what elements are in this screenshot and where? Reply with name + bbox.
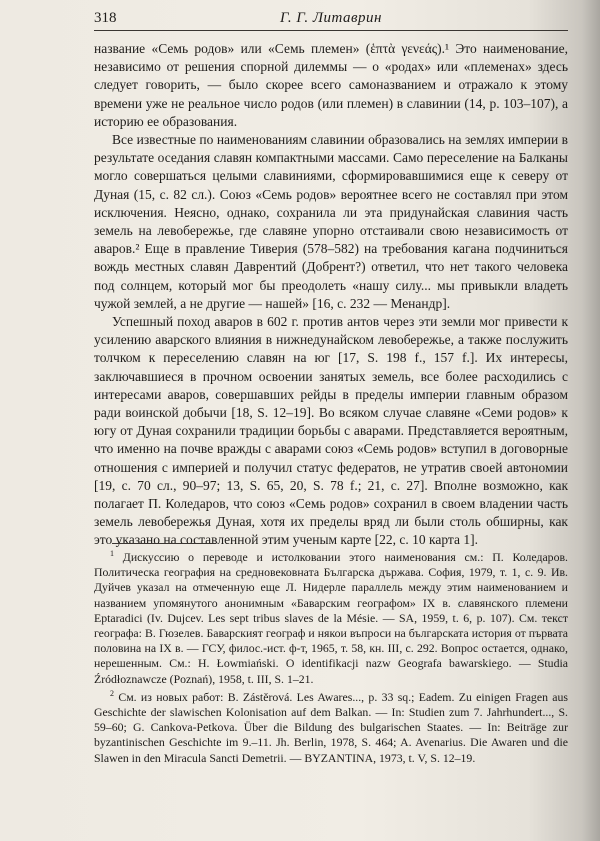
page-number: 318 (94, 10, 117, 26)
running-head-author: Г. Г. Литаврин (280, 10, 382, 26)
paragraph: Успешный поход аваров в 602 г. против антов через эти земли мог привести к усилению аварского влияния в нижнедунайском левобережье, а также послужить толчком к переселению славян на юг [17, S. 198 f., 157 f.]. Их интересы, заключавшиеся в прочном освоении занятых земель, все более расходились с интересами аваров, совершавших рейды в пределы империи главным образом ради воинской добычи [18, S. 12–19]. Во всяком случае славяне «Семи родов» к югу от Дуная сохранили традиции борьбы с аварами. Представляется вероятным, что именно на почве вражды с аварами союз «Семь родов» вступил в договорные отношения с империей и получил статус федератов, не утратив своей автономии [19, с. 70 сл., 90–97; 13, S. 65, 20, S. 78 f.; 21, с. 27]. Вполне возможно, как полагает П. Коледаров, что союз «Семь родов» сохранил в своем владении часть земель левобережья Дуная, хотя их пределы вряд ли были столь обширны, как это указано на составленной этим ученым карте [22, с. 10 карта 1]. (94, 314, 568, 548)
footnote-marker: 1 (110, 549, 114, 559)
page-header (94, 10, 568, 31)
footnote-text: Дискуссию о переводе и истолковании этого наименования см.: П. Коледаров. Политическа география на средновековната Българска държава. София, 1979, т. 1, с. 9. Ив. Дуйчев указал на отмеченную еще Л. Нидерле параллель между этим наименованием и названием упомянутого анонимным «Баварским географом» IX в. славянского племени Eptaradici (Iv. Dujcev. Les sept tribus slaves de la Mésie. — SA, 1959, t. 6, p. 107). См. текст географа: В. Гюзелев. Баварският географ и някои въпроси на българската история от първата половина на IX в. — ГСУ, филос.-ист. ф-т, 1965, т. 58, кн. III, с. 292. Вопрос остается, однако, нерешенным. См.: H. Łowmiański. O identifikacji nazw Geografa bawarskiego. — Studia Źródłoznawcze (Poznań), 1958, t. III, S. 1–21. (94, 550, 568, 686)
paragraph: название «Семь родов» или «Семь племен» (ἑπτὰ γενεάς).¹ Это наименование, независимо от решения спорной дилеммы — о «родах» или «племенах» здесь следует говорить, — было скорее всего самоназванием и отражало к этому времени уже не реальное число родов (или племен) в славинии (14, р. 103–107), а историю ее образования. (94, 41, 568, 129)
footnote-separator (112, 543, 216, 544)
footnote-text: См. из новых работ: B. Zástěrová. Les Awares..., p. 33 sq.; Eadem. Zu einigen Fragen aus Geschichte der slawischen Kolonisation auf dem Balkan. — In: Studien zum 7. Jahrhundert..., S. 59–60; G. Cankova-Petkova. Über die Bildung des bulgarischen Staates. — In: Beiträge zur byzantinischen Geschichte im 9.–11. Jh. Berlin, 1978, S. 464; A. Avenarius. Die Awaren und die Slawen in den Miracula Sancti Demetrii. — BYZANTINA, 1973, t. V, S. 12–19. (94, 689, 569, 765)
footnote (94, 550, 568, 687)
footnote-marker: 2 (110, 688, 114, 698)
main-text (94, 40, 568, 550)
footnote (94, 690, 568, 766)
paragraph: Все известные по наименованиям славинии образовались на землях империи в результате оседания славян компактными массами. Само переселение на Балканы могло совершаться целыми славиниями, сформировавшимися еще к северу от Дуная (15, с. 82 сл.). Союз «Семь родов» вероятнее всего не составлял при этом исключения. Неясно, однако, сохранила ли эта придунайская славиния часть земель на левобережье, где славяне упорно отстаивали свою независимость от аваров.² Еще в правление Тиверия (578–582) на требования кагана подчиниться вождь местных славян Даврентий (Добрент?) ответил, что нет такого человека под солнцем, который мог бы преодолеть «нашу силу... мы привыкли владеть чужой землей, а не другие — нашей» [16, с. 232 — Менандр]. (94, 132, 568, 311)
footnotes (94, 550, 568, 769)
